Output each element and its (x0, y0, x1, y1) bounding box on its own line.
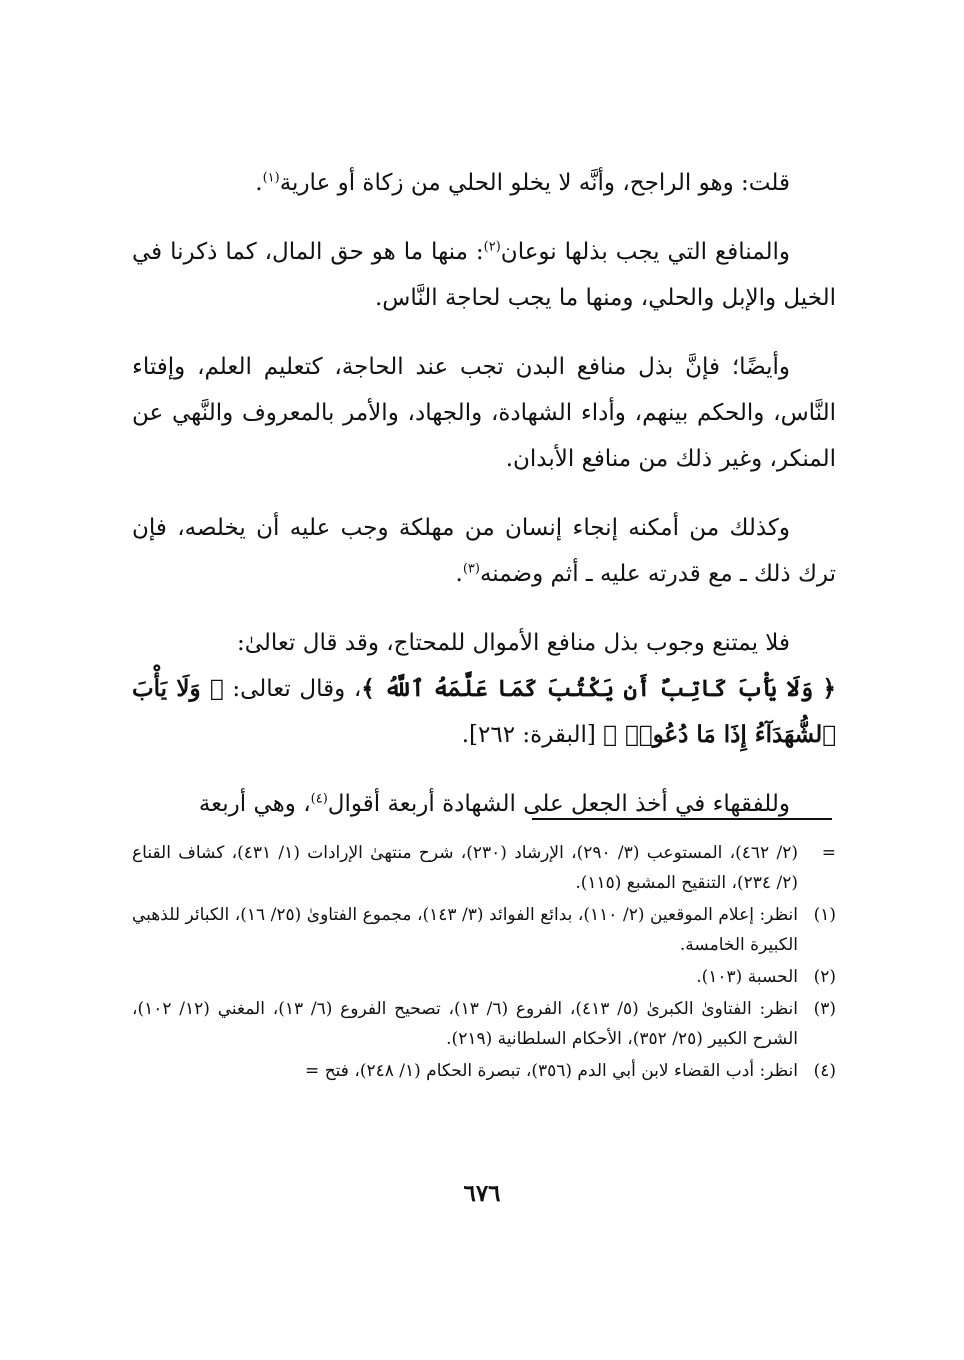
footnote-3 (132, 994, 836, 1054)
footnote-number: (١) (813, 905, 836, 925)
footnote-text: انظر: إعلام الموقعين (٢/ ١١٠)، بدائع الفوائد (٣/ ١٤٣)، مجموع الفتاوىٰ (٢٥/ ١٦)، الكبائر للذهبي الكبيرة الخامسة. (132, 905, 798, 955)
paragraph-1-end: . (255, 170, 263, 196)
paragraph-6 (132, 781, 836, 827)
footnote-number: (٤) (813, 1061, 836, 1081)
footnote-text: انظر: الفتاوىٰ الكبرىٰ (٥/ ٤١٣)، الفروع (٦/ ١٣)، تصحيح الفروع (٦/ ١٣)، المغني (١٢/ ١٠٢)، الشرح الكبير (٢٥/ ٣٥٢)، الأحكام السلطانية (٢١٩). (132, 999, 798, 1049)
footnote-text: الحسبة (١٠٣). (696, 967, 798, 987)
footnote-2 (132, 962, 836, 992)
footnote-1 (132, 900, 836, 960)
paragraph-4-end: . (455, 561, 463, 587)
paragraph-6-text-a: وللفقهاء في أخذ الجعل على الشهادة أربعة أقوال (327, 791, 790, 817)
paragraph-6-text-b: ، وهي أربعة (198, 791, 311, 817)
paragraph-3 (132, 344, 836, 482)
paragraph-4 (132, 505, 836, 597)
footnote-ref-3[interactable]: (٣) (462, 561, 480, 577)
paragraph-5-text: فلا يمتنع وجوب بذل منافع الأموال للمحتاج، وقد قال تعالىٰ: (237, 630, 790, 656)
paragraph-2 (132, 229, 836, 321)
paragraph-1-text: قلت: وهو الراجح، وأنَّه لا يخلو الحلي من زكاة أو عارية (279, 170, 790, 196)
footnote-marker: = (821, 843, 836, 863)
quran-verse-1: ﴿ وَلَا يَأْبَ كَاتِبٌ أَن يَكْتُبَ كَمَا عَلَّمَهُ ٱللَّهُ ﴾ (361, 675, 836, 702)
paragraph-4-text: وكذلك من أمكنه إنجاء إنسان من مهلكة وجب عليه أن يخلصه، فإن ترك ذلك ـ مع قدرته عليه ـ أثم وضمنه (132, 515, 836, 587)
footnote-number: (٢) (813, 967, 836, 987)
quran-verse-2: ﴿ وَلَا يَأْبَ ٱلشُّهَدَآءُ إِذَا مَا دُعُوا۟ ﴾ (132, 675, 836, 748)
paragraph-3-text: وأيضًا؛ فإنَّ بذل منافع البدن تجب عند الحاجة، كتعليم العلم، وإفتاء النَّاس، والحكم بينهم، وأداء الشهادة، والجهاد، والأمر بالمعروف والنَّهي عن المنكر، وغير ذلك من منافع الأبدان. (132, 354, 836, 472)
paragraph-5-quran (132, 666, 836, 758)
paragraph-2-text-a: والمنافع التي يجب بذلها نوعان (500, 239, 790, 265)
footnotes (132, 838, 836, 1088)
footnote-4 (132, 1056, 836, 1086)
paragraph-5-mid: ، وقال تعالى: (232, 676, 362, 702)
paragraph-2-text-b: : منها ما هو حق المال، كما ذكرنا في الخيل والإبل والحلي، ومنها ما يجب لحاجة النَّاس. (132, 239, 836, 311)
footnote-text: انظر: أدب القضاء لابن أبي الدم (٣٥٦)، تبصرة الحكام (١/ ٢٤٨)، فتح = (305, 1061, 798, 1081)
footnote-number: (٣) (813, 999, 836, 1019)
footnote-text: (٢/ ٤٦٢)، المستوعب (٣/ ٢٩٠)، الإرشاد (٢٣٠)، شرح منتهىٰ الإرادات (١/ ٤٣١)، كشاف القناع (٢/ ٢٣٤)، التنقيح المشبع (١١٥). (132, 843, 799, 893)
surah-citation: [البقرة: ٢٦٢]. (461, 722, 596, 748)
page-number: ٦٧٦ (463, 1180, 501, 1207)
footnote-ref-1[interactable]: (١) (262, 170, 280, 186)
main-text (132, 160, 836, 850)
paragraph-5 (132, 620, 836, 666)
paragraph-1 (132, 160, 836, 206)
footnote-ref-4[interactable]: (٤) (310, 791, 328, 807)
footnote-continued (132, 838, 836, 898)
footnote-ref-2[interactable]: (٢) (483, 239, 501, 255)
footnote-separator (532, 818, 832, 820)
